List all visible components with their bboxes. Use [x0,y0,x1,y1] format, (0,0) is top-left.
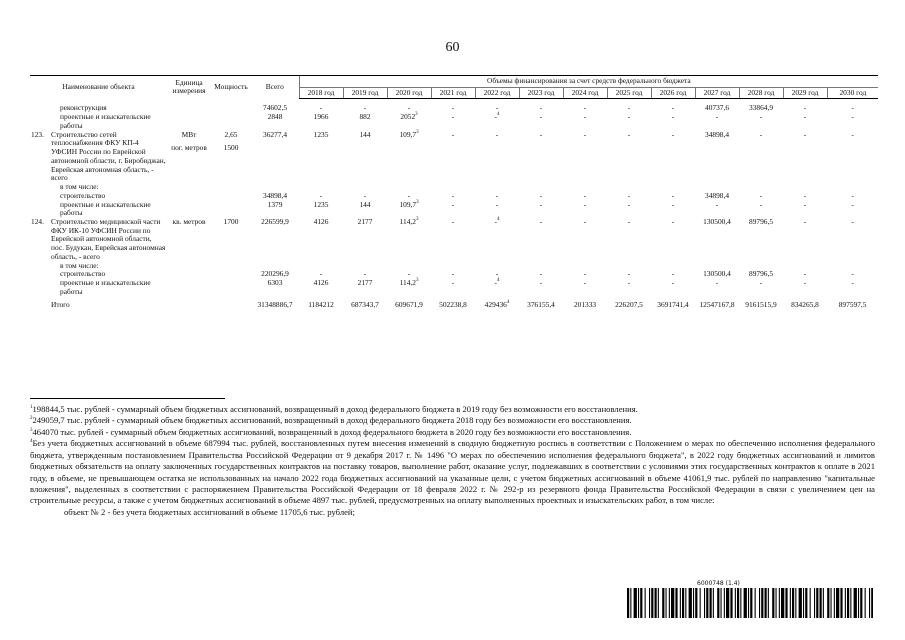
cell-2028: - [759,190,763,200]
cell-2029: - [803,112,807,122]
row-number: 124. [31,217,44,227]
cell-2021: - [451,199,455,209]
cell-2030: - [851,217,854,227]
cell-2024: - [583,103,587,113]
cell-2027: 34898,4 [705,190,730,200]
cell-2024: - [583,217,587,227]
cell-2026: - [671,103,675,113]
col-header-year: 2029 год [783,87,827,99]
cell-2025: - [627,217,631,227]
cell-2026: - [671,199,675,209]
col-header-year: 2027 год [695,87,739,99]
row-label: реконструкция [60,103,107,113]
cell-unit: МВт пог. метров [171,129,207,153]
table-row [30,218,878,262]
col-header-capacity: Мощность [211,76,251,99]
cell-2018: 1235 [313,199,329,209]
cell-2028: 89796,5 [749,269,774,279]
object-name: Строительство медицинской части ФКУ ИК-10 УФСИН России по Еврейской автономной области, пос. Будукан, Еврейская автономная область, - всего [51,217,166,261]
col-header-year: 2020 год [387,87,431,99]
cell-2018: - [319,190,323,200]
row-label: строительство [60,190,106,200]
cell-2029: - [803,190,807,200]
cell-2025: - [627,278,631,288]
col-header-year: 2030 год [827,87,878,99]
cell-2026: - [671,217,675,227]
footnote-3: $^3$464070 тыс. рублей - суммарный объем бюджетных ассигнований, возвращенный в доход федерального бюджета в 2020 году без возможности его восстановления. [30,426,632,437]
table-row [30,201,878,218]
table-row [30,279,878,296]
cell-2022: - [495,190,499,200]
cell-2019: - [363,190,367,200]
table-row-total [30,297,878,310]
cell-2028: - [759,278,763,288]
table-row [30,113,878,130]
cell-2022: -$^4$ [494,217,500,227]
funding-table [30,75,878,309]
cell-2018: 1184212 [308,299,334,309]
cell-2027: 12547167,8 [699,299,735,309]
cell-2028: - [759,199,763,209]
barcode-image [627,588,873,618]
footnote-4: $^4$Без учета бюджетных ассигнований в объеме 687994 тыс. рублей, восстановленных путем внесения изменений в сводную бюджетную роспись в соответствии с Положением о мерах по обеспечению исполнения федерального бюджета, утвержденным постановлением Правительства Российской Федерации от 9 декабря 2017 г. № 1496 "О мерах по обеспечению исполнения федерального бюджета", в 2022 году бюджетных ассигнований и лимитов бюджетных обязательств на оплату заключенных государственных контрактов на поставку товаров, выполнение работ, оказание услуг, подлежавших в соответствии с условиями этих государственных контрактов к оплате в 2021 году, в объеме, не превышающем остатка не использованных на начало 2022 года бюджетных ассигнований на указанные цели, с учетом бюджетных ассигнований в объеме 41061,9 тыс. рублей по направлению "капитальные вложения", выделенных в соответствии с распоряжением Правительства Российской Федерации от 18 февраля 2022 г. № 292-р из резервного фонда Правительства Российской Федерации в связи с увеличением цен на строительные ресурсы, а также с учетом бюджетных ассигнований в объеме 4897 тыс. рублей, предусмотренных на оплату выполненных проектных и изыскательских работ, в том числе: [30,438,875,506]
cell-2021: - [451,112,455,122]
cell-total: 74602,5 [263,103,288,113]
cell-2027: - [715,199,719,209]
col-header-year: 2025 год [607,87,651,99]
footnote-ref: 3 [415,217,419,223]
cell-total: 34898,4 [263,190,288,200]
cell-2025: - [627,103,631,113]
cell-2019: 144 [359,199,371,209]
col-header-year: 2022 год [475,87,519,99]
row-label: строительство [60,269,106,279]
col-header-year: 2021 год [431,87,475,99]
table-row [30,270,878,279]
col-header-year: 2026 год [651,87,695,99]
cell-2029: - [803,129,807,139]
table-row [30,131,878,183]
cell-2029: - [803,217,807,227]
cell-2022: -$^4$ [494,112,500,122]
footnote-ref: 4 [497,217,500,223]
cell-2021: - [451,129,455,139]
cell-2029: 834265,8 [791,299,819,309]
cell-2029: - [803,199,807,209]
cell-2026: 3691741,4 [657,299,689,309]
col-header-funding: Объемы финансирования за счет средств федерального бюджета [299,76,878,88]
footnote-2: $^2$249059,7 тыс. рублей - суммарный объем бюджетных ассигнований, возвращенный в доход федерального бюджета 2018 году без возможности его восстановления. [30,415,632,426]
cell-2020: 109,7$^3$ [399,129,419,139]
cell-total: 2848 [267,112,283,122]
cell-total: 36277,4 [263,129,288,139]
col-header-year: 2024 год [563,87,607,99]
footnotes [30,404,875,518]
cell-2027: - [715,112,719,122]
col-header-name: Наименование объекта [30,76,167,99]
cell-2027: 40737,6 [705,103,730,113]
cell-2030: - [851,269,854,279]
row-label: проектные и изыскательские работы [60,278,151,296]
col-header-year: 2028 год [739,87,783,99]
footnote-ref: 3 [416,129,419,135]
col-header-year: 2023 год [519,87,563,99]
cell-2023: - [539,190,543,200]
cell-2029: - [803,269,807,279]
cell-2020: - [407,190,411,200]
footnote-ref: 4 [506,299,510,305]
cell-2022: - [495,199,499,209]
cell-total: 31348886,7 [257,299,293,309]
cell-total: 226599,9 [261,217,289,227]
cell-2027: - [715,278,719,288]
cell-2024: - [583,199,587,209]
cell-2018: - [319,103,323,113]
cell-2021: - [451,217,455,227]
object-name: Строительство сетей теплоснабжения ФКУ КП-4 УФСИН России по Еврейской автономной области, г. Биробиджан, Еврейская автономная область, - всего [51,129,166,183]
footnote-1: $^1$198844,5 тыс. рублей - суммарный объем бюджетных ассигнований, возвращенный в доход федерального бюджета в 2019 году без возможности его восстановления. [30,404,638,414]
cell-2019: 144 [359,129,371,139]
footnote-ref: 3 [416,199,419,205]
cell-total: 6303 [267,278,283,288]
cell-2023: 376155,4 [527,299,555,309]
cell-2028: 33864,9 [749,103,774,113]
cell-total: 1379 [267,199,283,209]
cell-2018: 1235 [313,129,329,139]
col-header-year: 2018 год [299,87,343,99]
cell-2022: -$^4$ [494,278,500,288]
cell-2021: - [451,103,455,113]
cell-2028: 89796,5 [749,217,774,227]
cell-2030: 897597,5 [838,299,867,309]
cell-capacity: 1700 [223,217,239,227]
cell-2022: - [495,129,499,139]
cell-2020: 2052$^3$ [400,112,418,122]
cell-2030: - [851,103,854,113]
cell-2024: - [583,190,587,200]
footnote-ref: 4 [497,278,500,284]
footnote-ref: 3 [415,112,418,118]
row-number: 123. [31,129,44,139]
cell-2022: - [495,269,499,279]
cell-2030: - [851,129,854,139]
table-row [30,183,878,192]
footnote-4-item: объект № 2 - без учета бюджетных ассигнований в объеме 11705,6 тыс. рублей; [64,506,355,517]
cell-2018: 1966 [313,112,329,122]
cell-2030: - [851,278,854,288]
cell-total: 220296,9 [261,269,289,279]
cell-unit: кв. метров [172,217,206,227]
cell-2021: - [451,278,455,288]
cell-2024: 201333 [573,299,597,309]
row-label: в том числе: [60,182,99,192]
cell-2020: - [407,103,411,113]
cell-2019: 882 [359,112,371,122]
row-label: проектные и изыскательские работы [60,199,151,218]
cell-2026: - [671,278,675,288]
col-header-unit: Единица измерения [167,76,211,99]
cell-2025: 226207,5 [615,299,643,309]
footnote-divider [30,398,225,399]
cell-2023: - [539,103,543,113]
cell-2030: - [851,112,854,122]
cell-2025: - [627,190,631,200]
cell-2023: - [539,269,543,279]
row-label: в том числе: [60,260,99,270]
cell-2030: - [851,190,854,200]
cell-2023: - [539,217,543,227]
cell-2021: 502238,8 [439,299,467,309]
barcode-number: 6000748 (1.4) [697,580,740,587]
cell-2020: 609671,9 [395,299,423,309]
cell-2018: 4126 [313,217,329,227]
cell-2027: 130500,4 [703,269,731,279]
cell-2026: - [671,112,675,122]
cell-2028: - [759,112,763,122]
cell-2028: - [759,129,763,139]
cell-2028: 9161515,9 [745,299,777,309]
cell-2026: - [671,190,675,200]
cell-2025: - [627,112,631,122]
cell-2029: - [803,103,807,113]
cell-2029: - [803,278,807,288]
cell-2019: - [363,103,367,113]
row-label: Итого [51,299,70,309]
table-row [30,192,878,201]
col-header-total: Всего [251,76,299,99]
cell-2020: 114,2$^3$ [399,217,419,227]
cell-2019: 687343,7 [351,299,379,309]
table-row [30,104,878,113]
cell-2027: 34898,4 [705,129,730,139]
cell-2019: 2177 [357,278,373,288]
cell-2023: - [539,112,543,122]
cell-2020: 109,7$^3$ [399,199,419,209]
cell-2021: - [451,269,455,279]
cell-2020: 114,2$^3$ [399,278,419,288]
cell-capacity: 2,65 1500 [223,129,239,153]
cell-2018: 4126 [313,278,329,288]
barcode-block [627,580,873,623]
cell-2019: - [363,269,367,279]
cell-2026: - [671,129,675,139]
cell-2023: - [539,199,543,209]
cell-2023: - [539,278,543,288]
cell-2021: - [451,190,455,200]
cell-2026: - [671,269,675,279]
cell-2019: 2177 [357,217,373,227]
cell-2022: - [495,103,499,113]
cell-2020: - [407,269,411,279]
footnote-ref: 3 [415,278,419,284]
cell-2024: - [583,112,587,122]
cell-2022: 429436$^4$ [484,299,510,309]
col-header-year: 2019 год [343,87,387,99]
cell-2025: - [627,129,631,139]
cell-2025: - [627,199,631,209]
cell-2030: - [851,199,854,209]
row-label: проектные и изыскательские работы [60,112,151,130]
cell-2027: 130500,4 [703,217,731,227]
footnote-ref: 4 [497,112,500,118]
page-number: 60 [445,40,460,55]
cell-2018: - [319,269,323,279]
cell-2025: - [627,269,631,279]
cell-2024: - [583,129,587,139]
cell-2024: - [583,278,587,288]
cell-2024: - [583,269,587,279]
cell-2023: - [539,129,543,139]
